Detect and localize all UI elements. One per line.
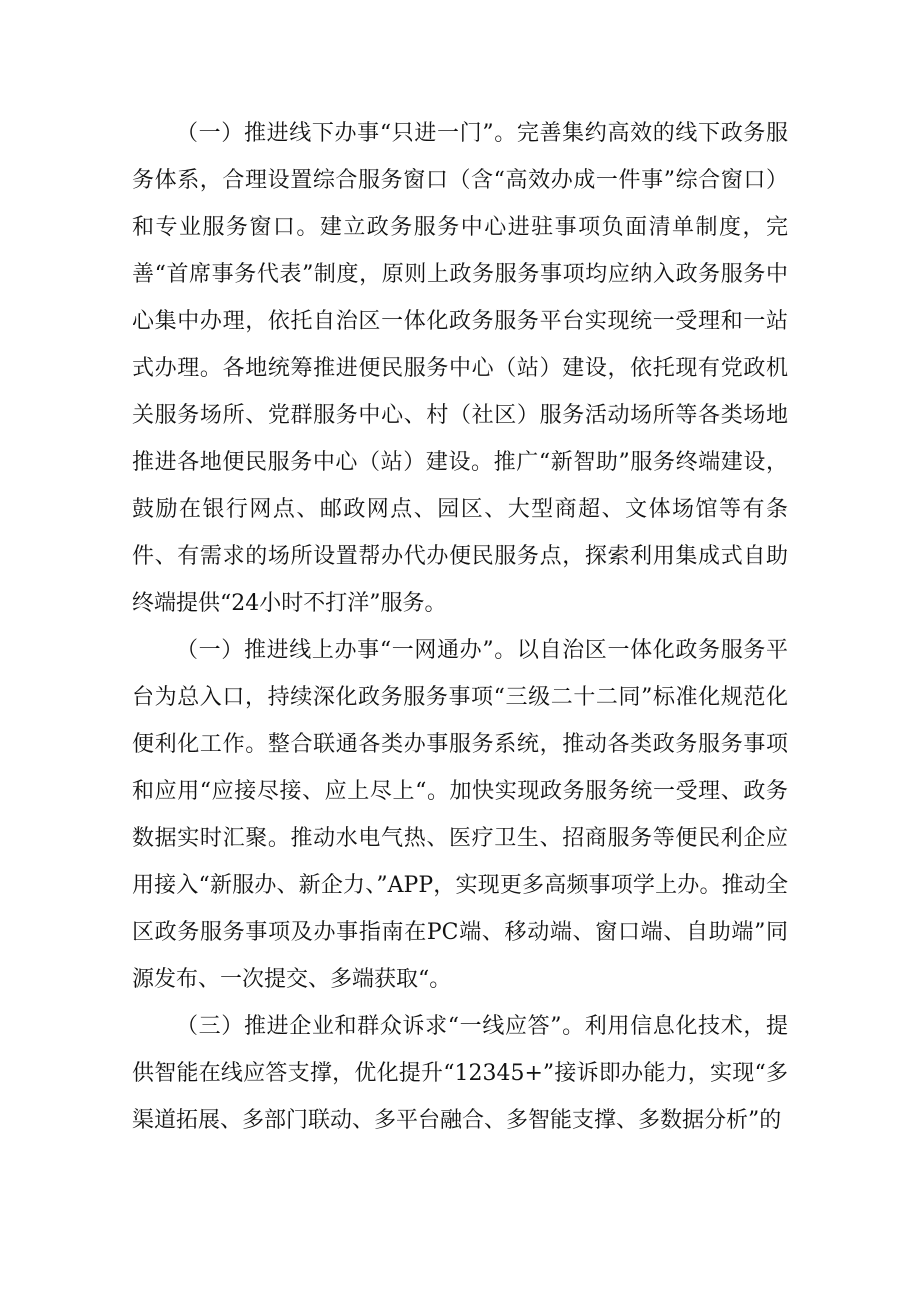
paragraph-offline-services: （一）推进线下办事“只进一门”。完善集约高效的线下政务服务体系，合理设置综合服务窗口（含“高效办成一件事”综合窗口）和专业服务窗口。建立政务服务中心进驻事项负面清单制度，完善“首席事务代表”制度，原则上政务服务事项均应纳入政务服务中心集中办理，依托自治区一体化政务服务平台实现统一受理和一站式办理。各地统筹推进便民服务中心（站）建设，依托现有党政机关服务场所、党群服务中心、村（社区）服务活动场所等各类场地推进各地便民服务中心（站）建设。推广“新智助”服务终端建设，鼓励在银行网点、邮政网点、园区、大型商超、文体场馆等有条件、有需求的场所设置帮办代办便民服务点，探索利用集成式自助终端提供“24小时不打洋”服务。 (132, 121, 788, 616)
paragraph-hotline-response: （三）推进企业和群众诉求“一线应答”。利用信息化技术，提供智能在线应答支撑，优化提升“12345+”接诉即办能力，实现“多渠道拓展、多部门联动、多平台融合、多智能支撑、多数据分析”的 (132, 1014, 788, 1133)
paragraph-online-services: （一）推进线上办事“一网通办”。以自治区一体化政务服务平台为总入口，持续深化政务服务事项“三级二十二同”标准化规范化便利化工作。整合联通各类办事服务系统，推动各类政务服务事项和应用“应接尽接、应上尽上“。加快实现政务服务统一受理、政务数据实时汇聚。推动水电气热、医疗卫生、招商服务等便民利企应用接入“新服办、新企力、”APP，实现更多高频事项学上办。推动全区政务服务事项及办事指南在PC端、移动端、窗口端、自助端”同源发布、一次提交、多端获取“。 (132, 638, 788, 992)
document-body (132, 110, 788, 1144)
